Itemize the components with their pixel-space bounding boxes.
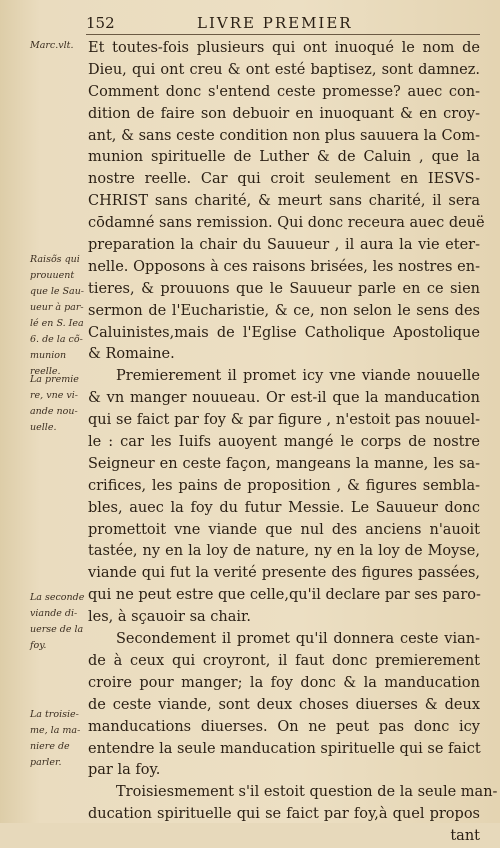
text-line: cōdamné sans remission. Qui donc receura auec deuë — [88, 215, 485, 232]
text-line: de à ceux qui croyront, il faut donc premierement — [88, 652, 480, 669]
margin-note-line: me, la ma- — [30, 725, 81, 736]
margin-note-line: uerse de la — [30, 624, 84, 635]
text-line: entendre la seule manducation spirituelle qui se faict — [88, 740, 481, 757]
margin-note-line: uelle. — [30, 422, 57, 433]
margin-note-line: munion — [30, 350, 67, 361]
text-line: par la foy. — [88, 762, 161, 779]
text-line: les, à sçauoir sa chair. — [88, 609, 251, 626]
margin-note-line: re, vne vi- — [30, 390, 78, 401]
text-line: & Romaine. — [88, 346, 175, 363]
text-line: & vn manger nouueau. Or est-il que la manducation — [88, 390, 480, 407]
body-text — [88, 38, 498, 848]
text-line: croire pour manger; la foy donc & la manducation — [88, 674, 480, 691]
text-line: crifices, les pains de proposition , & figures sembla- — [88, 477, 480, 494]
margin-notes — [0, 0, 90, 823]
text-line: munion spirituelle de Luther & de Caluin , que la — [88, 149, 480, 166]
margin-note — [30, 252, 86, 380]
text-line: Secondement il promet qu'il donnera ceste vian- — [116, 631, 480, 648]
text-line: ant, & sans ceste condition non plus sauuera la Com- — [88, 127, 480, 144]
margin-note-line: La seconde — [30, 592, 85, 603]
margin-note-line: ande nou- — [30, 406, 78, 417]
margin-note-line: La troisie- — [30, 709, 79, 720]
margin-note-line: lé en S. Iea — [30, 318, 84, 329]
text-line: preparation la chair du Sauueur , il aura la vie eter- — [88, 237, 480, 254]
text-line: viande qui fut la verité presente des figures passées, — [88, 565, 480, 582]
page-number: 152 — [86, 14, 115, 32]
margin-note-line: parler. — [30, 757, 62, 768]
margin-note-line: Marc.vlt. — [30, 40, 74, 51]
margin-note-line: foy. — [30, 640, 47, 651]
margin-note-line: reelle. — [30, 366, 61, 377]
header-rule — [86, 34, 480, 35]
margin-note-line: prouuent — [30, 270, 75, 281]
text-line: Comment donc s'entend ceste promesse? auec con- — [88, 83, 480, 100]
text-line: promettoit vne viande que nul des anciens n'auoit — [88, 521, 480, 538]
text-line: Dieu, qui ont creu & ont esté baptisez, sont damnez. — [88, 61, 480, 78]
margin-note — [30, 707, 86, 771]
text-line: qui se faict par foy & par figure , n'estoit pas nouuel- — [88, 412, 480, 429]
running-head: LIVRE PREMIER — [197, 14, 353, 32]
margin-note-line: que le Sau- — [30, 286, 85, 297]
text-line: Seigneur en ceste façon, mangeans la manne, les sa- — [88, 455, 480, 472]
margin-note — [30, 38, 86, 54]
text-line: Premierement il promet icy vne viande nouuelle — [116, 368, 480, 385]
margin-note — [30, 372, 86, 436]
text-line: le : car les Iuifs auoyent mangé le corps de nostre — [88, 434, 480, 451]
margin-note-line: ueur à par- — [30, 302, 84, 313]
text-line: manducations diuerses. On ne peut pas donc icy — [88, 718, 480, 735]
text-line: nelle. Opposons à ces raisons brisées, les nostres en- — [88, 258, 480, 275]
margin-note — [30, 590, 86, 654]
margin-note-line: 6. de la cõ- — [30, 334, 83, 345]
margin-note-line: Raisõs qui — [30, 254, 80, 265]
text-line: sermon de l'Eucharistie, & ce, non selon le sens des — [88, 302, 480, 319]
text-line: dition de faire son debuoir en inuoquant & en croy- — [88, 105, 480, 122]
margin-note-line: viande di- — [30, 608, 78, 619]
text-line: tieres, & prouuons que le Sauueur parle en ce sien — [88, 280, 480, 297]
text-line: nostre reelle. Car qui croit seulement en IESVS- — [88, 171, 480, 188]
text-line: Troisiesmement s'il estoit question de la seule man- — [116, 784, 498, 801]
text-line: de ceste viande, sont deux choses diuerses & deux — [88, 696, 480, 713]
text-line: Caluinistes,mais de l'Eglise Catholique Apostolique — [88, 324, 480, 341]
margin-note-line: niere de — [30, 741, 70, 752]
text-line: tastée, ny en la loy de nature, ny en la loy de Moyse, — [88, 543, 480, 560]
text-line: qui ne peut estre que celle,qu'il declare par ses paro- — [88, 587, 481, 604]
text-line: tant — [450, 828, 480, 845]
text-line: CHRIST sans charité, & meurt sans charité, il sera — [88, 193, 480, 210]
text-line: ducation spirituelle qui se faict par foy,à quel propos — [88, 806, 480, 823]
text-line: Et toutes-fois plusieurs qui ont inuoqué le nom de — [88, 40, 480, 56]
margin-note-line: La premie — [30, 374, 79, 385]
text-line: bles, auec la foy du futur Messie. Le Sauueur donc — [88, 499, 480, 516]
